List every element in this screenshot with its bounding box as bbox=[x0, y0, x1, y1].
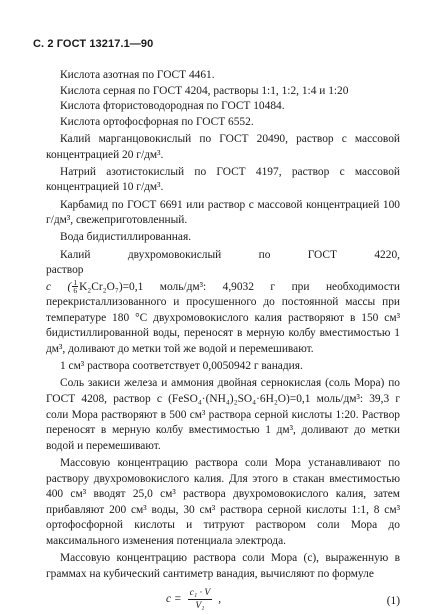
reagent-potassium-permanganate: Калий марганцовокислый по ГОСТ 20490, раствор с массовой концентрацией 20 г/дм³. bbox=[46, 132, 400, 161]
reagent-carbamide: Карбамид по ГОСТ 6691 или раствор с массовой концентрацией 100 г/дм³, свежеприготовленный. bbox=[46, 198, 400, 227]
formula-numerator: c₁ · V bbox=[189, 587, 211, 599]
formula bbox=[166, 587, 221, 612]
dichromate-paragraph bbox=[46, 279, 400, 358]
one-sixth-fraction bbox=[72, 279, 78, 294]
calculation-paragraph: Массовую концентрацию раствора соли Мора (c), выраженную в граммах на кубический сантиметр ванадия, вычисляют по формуле bbox=[46, 552, 400, 580]
document-body bbox=[46, 68, 400, 615]
reagent-nitric-acid: Кислота азотная по ГОСТ 4461. bbox=[60, 69, 215, 81]
dichromate-c-prefix: c ( bbox=[46, 280, 72, 293]
dichromate-text: K₂Cr₂O₇)=0,1 моль/дм³: 4,9032 г при необходимости перекристаллизованного и просушенного до постоянной массы при температуре 180 °С двухромовокислого калия растворяют в 150 см³ бидистиллированной воды, переносят в мерную колбу вместимостью 1 дм³, доливают до метки той же водой и перемешивают. bbox=[46, 280, 400, 356]
page-header: С. 2 ГОСТ 13217.1—90 bbox=[33, 38, 154, 50]
fraction-numerator: 1 bbox=[73, 277, 78, 287]
formula-lhs: c = bbox=[166, 593, 182, 606]
formula-row bbox=[46, 587, 400, 615]
standardization-paragraph: Массовую концентрацию раствора соли Мора устанавливают по раствору двухромовокислого калия. Для этого в стакан вместимостью 400 см³ вводят 25,0 см³ раствора двухромовокислого калия, затем прибавляют 200 см³ воды, 30 см³ раствора серной кислоты 1:1, 8 см³ ортофосфорной кислоты и титруют раствором соли Мора до максимального изменения потенциала электрода. bbox=[46, 457, 400, 547]
reagent-sodium-nitrite: Натрий азотистокислый по ГОСТ 4197, раствор с массовой концентрацией 10 г/дм³. bbox=[46, 165, 400, 194]
reagent-phosphoric-acid: Кислота ортофосфорная по ГОСТ 6552. bbox=[60, 115, 254, 128]
formula-fraction bbox=[188, 587, 213, 612]
fraction-denominator: 6 bbox=[73, 285, 78, 295]
formula-trailing: , bbox=[218, 593, 222, 606]
formula-denominator: V₁ bbox=[195, 600, 205, 612]
mohr-salt-paragraph: Соль закиси железа и аммония двойная сернокислая (соль Мора) по ГОСТ 4208, раствор c (FeSO₄·(NH₄)₂SO₄·6H₂O)=0,1 моль/дм³: 39,3 г соли Мора растворяют в 500 см³ раствора серной кислоты 1:20. Раствор переносят в мерную колбу вместимостью 1 дм³, доливают до метки водой и перемешивают. bbox=[46, 377, 400, 452]
dichromate-equivalence: 1 см³ раствора соответствует 0,0050942 г ванадия. bbox=[60, 360, 303, 373]
reagent-water: Вода бидистиллированная. bbox=[60, 231, 192, 244]
formula-number: (1) bbox=[386, 595, 400, 608]
reagent-hydrofluoric-acid: Кислота фтористоводородная по ГОСТ 10484. bbox=[60, 100, 285, 113]
dichromate-heading: Калий двухромовокислый по ГОСТ 4220, раствор bbox=[46, 248, 400, 277]
reagent-sulfuric-acid: Кислота серная по ГОСТ 4204, растворы 1:1, 1:2, 1:4 и 1:20 bbox=[60, 84, 349, 97]
